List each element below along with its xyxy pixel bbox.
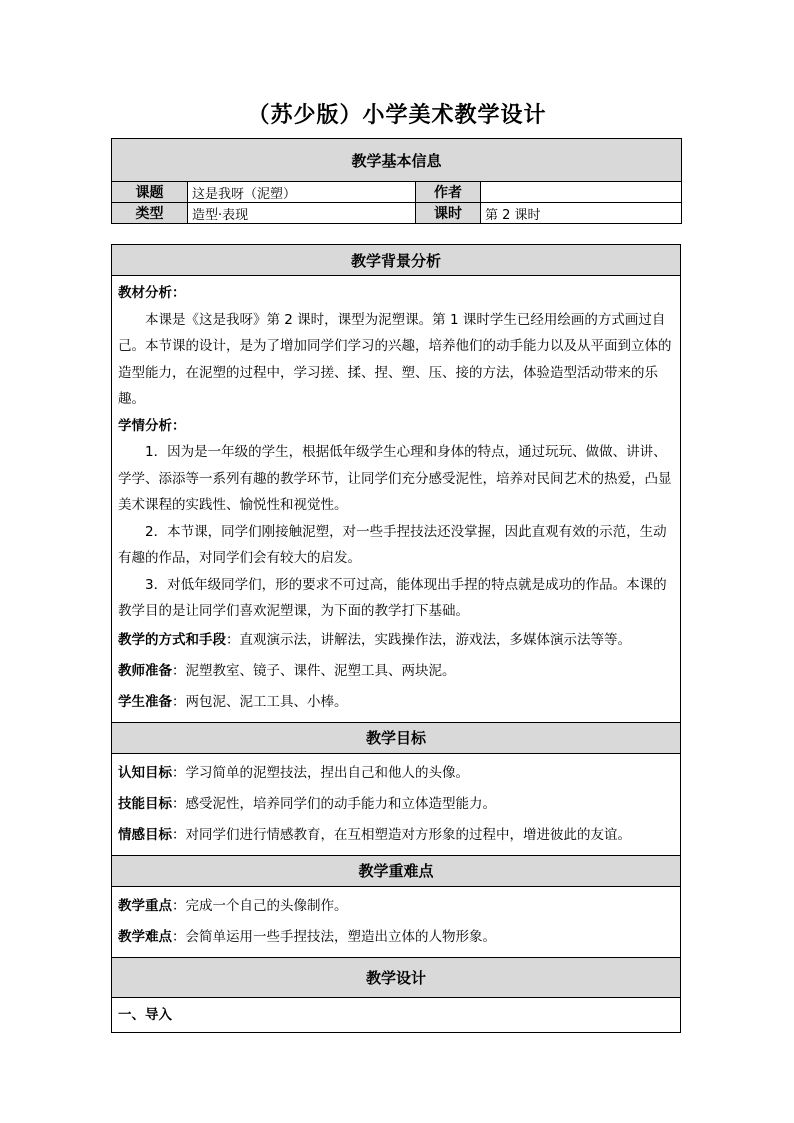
emotion-goal-label: 情感目标	[118, 826, 172, 843]
material-label: 教材分析：	[118, 285, 186, 301]
keypoints-header: 教学重难点	[112, 855, 681, 886]
type-value: 造型·表现	[188, 203, 416, 224]
skill-goal-line	[118, 789, 674, 820]
key-point-label: 教学重点	[118, 897, 172, 914]
key-point-line	[118, 891, 674, 922]
background-content	[112, 276, 681, 723]
period-value: 第 2 课时	[481, 203, 682, 224]
material-text: 本课是《这是我呀》第 2 课时，课型为泥塑课。第 1 课时学生已经用绘画的方式画过自己。本节课的设计，是为了增加同学们学习的兴趣，培养他们的动手能力以及从平面到立体的造型能力，在泥塑的过程中，学习搓、揉、捏、塑、压、接的方法，体验造型活动带来的乐趣。	[118, 311, 672, 407]
student-paragraph-3: 3．对低年级同学们，形的要求不可过高，能体现出手捏的特点就是成功的作品。本课的教学目的是让同学们喜欢泥塑课，为下面的教学打下基础。	[118, 576, 667, 619]
period-label: 课时	[416, 203, 481, 224]
method-label: 教学的方式和手段	[118, 631, 226, 648]
learner-prep-text: ：两包泥、泥工工具、小棒。	[172, 693, 348, 710]
type-label: 类型	[112, 203, 188, 224]
page-title: （苏少版）小学美术教学设计	[247, 103, 547, 128]
difficult-point-label: 教学难点	[118, 928, 172, 945]
skill-goal-text: ：感受泥性，培养同学们的动手能力和立体造型能力。	[172, 795, 496, 812]
emotion-goal-text: ：对同学们进行情感教育，在互相塑造对方形象的过程中，增进彼此的友谊。	[172, 826, 631, 843]
student-paragraph-2: 2．本节课，同学们刚接触泥塑，对一些手捏技法还没掌握，因此直观有效的示范，生动有趣的作品，对同学们会有较大的启发。	[118, 523, 667, 566]
difficult-point-line	[118, 922, 674, 953]
goals-content	[112, 753, 681, 855]
learner-prep-label: 学生准备	[118, 693, 172, 710]
teacher-prep-text: ：泥塑教室、镜子、课件、泥塑工具、两块泥。	[172, 662, 456, 679]
emotion-goal-line	[118, 820, 674, 851]
author-value	[481, 182, 682, 203]
method-line	[118, 625, 674, 656]
skill-goal-label: 技能目标	[118, 795, 172, 812]
method-text: ：直观演示法，讲解法，实践操作法，游戏法，多媒体演示法等等。	[226, 631, 631, 648]
cognitive-goal-text: ：学习简单的泥塑技法，捏出自己和他人的头像。	[172, 764, 469, 781]
student-label: 学情分析：	[118, 417, 186, 434]
design-header: 教学设计	[112, 957, 681, 997]
topic-label: 课题	[112, 182, 188, 203]
key-point-text: ：完成一个自己的头像制作。	[172, 897, 348, 914]
keypoints-content	[112, 886, 681, 957]
lesson-plan-table	[111, 244, 681, 1033]
learner-prep-line	[118, 687, 674, 718]
student-paragraph-1: 1．因为是一年级的学生，根据低年级学生心理和身体的特点，通过玩玩、做做、讲讲、学学、添添等一系列有趣的教学环节，让同学们充分感受泥性，培养对民间艺术的热爱，凸显美术课程的实践性、愉悦性和视觉性。	[118, 444, 672, 513]
teacher-prep-label: 教师准备	[118, 662, 172, 679]
teacher-prep-line	[118, 656, 674, 687]
basic-info-header: 教学基本信息	[112, 139, 682, 182]
design-content	[112, 997, 681, 1033]
cognitive-goal-line	[118, 758, 674, 789]
basic-info-table	[111, 138, 682, 224]
topic-value: 这是我呀（泥塑）	[188, 182, 416, 203]
cognitive-goal-label: 认知目标	[118, 764, 172, 781]
difficult-point-text: ：会简单运用一些手捏技法，塑造出立体的人物形象。	[172, 928, 496, 945]
author-label: 作者	[416, 182, 481, 203]
goals-header: 教学目标	[112, 722, 681, 753]
design-step-1: 一、导入	[118, 1006, 172, 1023]
background-header: 教学背景分析	[112, 245, 681, 276]
